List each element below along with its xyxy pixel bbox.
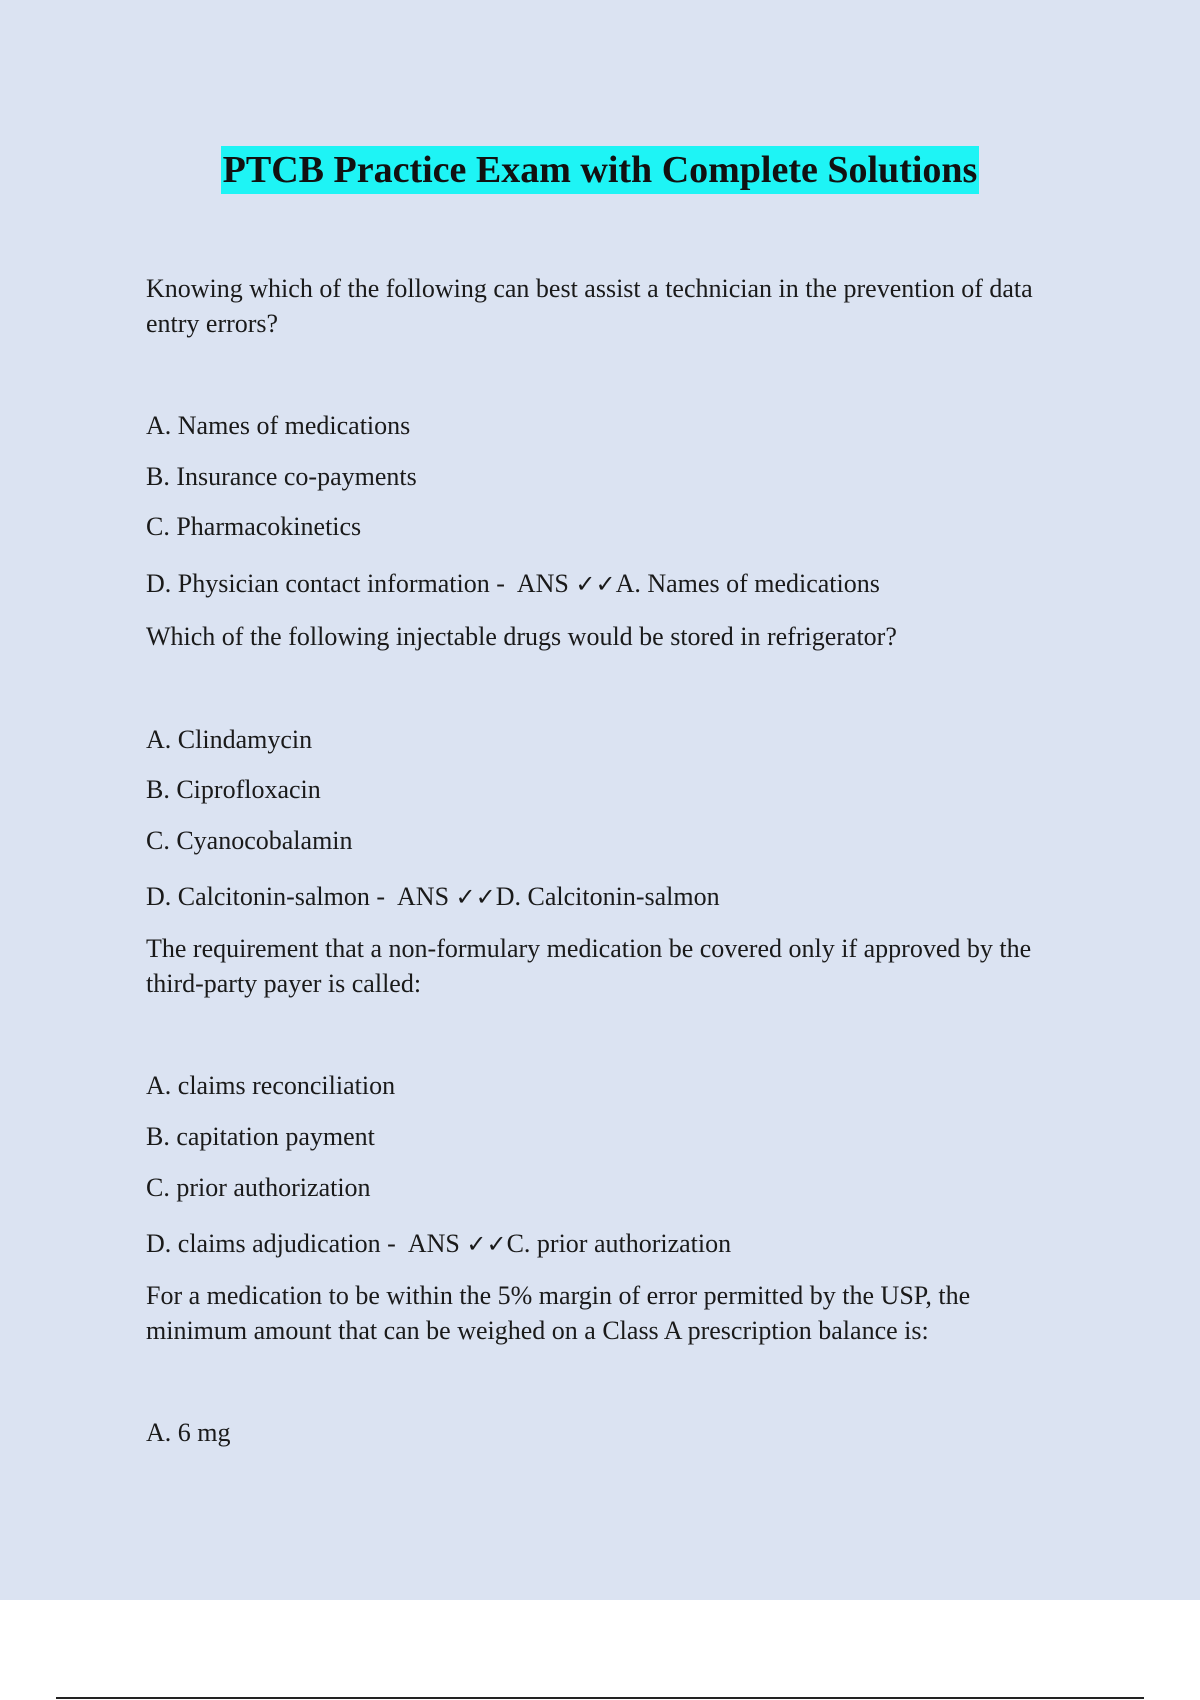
title-row <box>0 146 1200 194</box>
question-text: Knowing which of the following can best assist a technician in the prevention of data entry errors? <box>146 274 1033 338</box>
question-3 <box>146 931 1066 1001</box>
option-d: D. Calcitonin-salmon - <box>146 882 386 911</box>
option-a: A. Names of medications <box>146 411 411 440</box>
answer-text: A. Names of medications <box>615 569 880 598</box>
question-2 <box>146 619 1066 654</box>
option-c: C. prior authorization <box>146 1173 371 1202</box>
question-1 <box>146 271 1066 341</box>
option-d-with-answer <box>146 1226 731 1262</box>
option-a: A. claims reconciliation <box>146 1071 396 1100</box>
answer-label: ANS <box>407 1229 460 1258</box>
question-text: The requirement that a non-formulary medication be covered only if approved by the third-party payer is called: <box>146 934 1032 998</box>
double-check-icon: ✓✓ <box>455 883 496 911</box>
footer-divider <box>56 1697 1144 1699</box>
answer-text: C. prior authorization <box>506 1229 732 1258</box>
option-c: C. Cyanocobalamin <box>146 826 353 855</box>
option-d: D. Physician contact information - <box>146 569 505 598</box>
option-d-with-answer <box>146 879 720 915</box>
option-d-with-answer <box>146 566 880 602</box>
option-b: B. capitation payment <box>146 1122 375 1151</box>
option-b: B. Ciprofloxacin <box>146 775 321 804</box>
document-title: PTCB Practice Exam with Complete Solutions <box>221 146 980 194</box>
answer-label: ANS <box>516 569 569 598</box>
answer-text: D. Calcitonin-salmon <box>495 882 720 911</box>
answer-label: ANS <box>397 882 450 911</box>
question-text: Which of the following injectable drugs would be stored in refrigerator? <box>146 622 897 651</box>
double-check-icon: ✓✓ <box>575 570 616 598</box>
option-a: A. 6 mg <box>146 1418 231 1447</box>
option-a: A. Clindamycin <box>146 725 313 754</box>
option-b: B. Insurance co-payments <box>146 462 417 491</box>
double-check-icon: ✓✓ <box>466 1230 507 1258</box>
question-text: For a medication to be within the 5% margin of error permitted by the USP, the minimum amount that can be weighed on a Class A prescription balance is: <box>146 1281 971 1345</box>
option-c: C. Pharmacokinetics <box>146 512 362 541</box>
option-d: D. claims adjudication - <box>146 1229 396 1258</box>
question-4 <box>146 1278 1066 1348</box>
